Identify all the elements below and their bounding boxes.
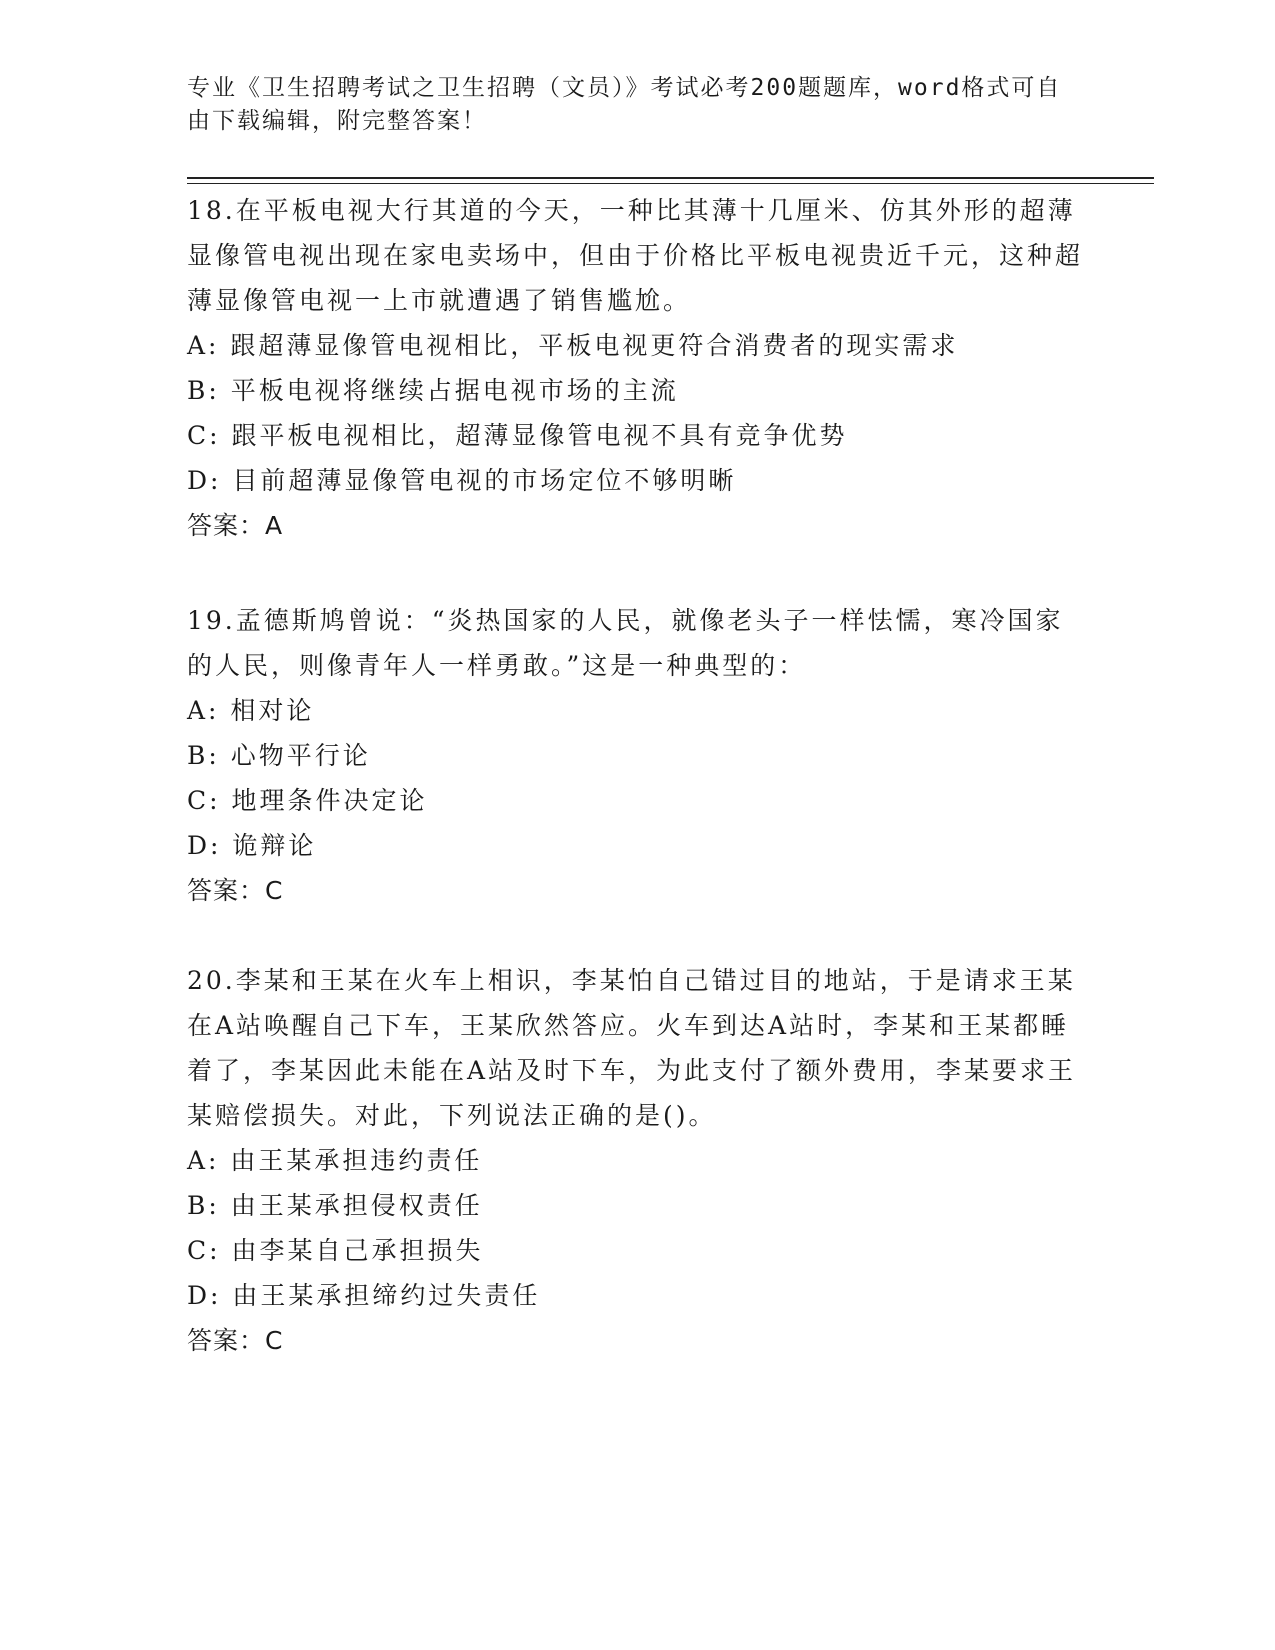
header-divider-thick <box>187 177 1154 179</box>
option-b: B: 心物平行论 <box>187 741 371 770</box>
option-d: D: 诡辩论 <box>187 831 317 860</box>
option-c: C: 地理条件决定论 <box>187 786 428 815</box>
header-divider-thin <box>187 183 1154 184</box>
option-a: A: 相对论 <box>187 696 315 725</box>
option-b: B: 平板电视将继续占据电视市场的主流 <box>187 376 679 405</box>
document-header: 专业《卫生招聘考试之卫生招聘（文员）》考试必考200题题库，word格式可自由下载编辑，附完整答案！ <box>187 75 1062 134</box>
option-a: A: 跟超薄显像管电视相比，平板电视更符合消费者的现实需求 <box>187 331 959 360</box>
question-stem: 20.李某和王某在火车上相识，李某怕自己错过目的地站，于是请求王某在A站唤醒自己下车，王某欣然答应。火车到达A站时，李某和王某都睡着了，李某因此未能在A站及时下车，为此支付了额外费用，李某要求王某赔偿损失。对此，下列说法正确的是()。 <box>187 966 1077 1130</box>
question-19 <box>187 598 1087 913</box>
question-18 <box>187 188 1087 548</box>
question-stem: 18.在平板电视大行其道的今天，一种比其薄十几厘米、仿其外形的超薄显像管电视出现在家电卖场中，但由于价格比平板电视贵近千元，这种超薄显像管电视一上市就遭遇了销售尴尬。 <box>187 196 1084 315</box>
option-a: A: 由王某承担违约责任 <box>187 1146 483 1175</box>
answer: 答案：C <box>187 876 284 905</box>
question-stem: 19.孟德斯鸠曾说：“炎热国家的人民，就像老头子一样怯懦，寒冷国家的人民，则像青年人一样勇敢。”这是一种典型的： <box>187 606 1064 680</box>
question-20 <box>187 958 1087 1363</box>
answer: 答案：A <box>187 511 284 540</box>
option-d: D: 由王某承担缔约过失责任 <box>187 1281 541 1310</box>
option-c: C: 跟平板电视相比，超薄显像管电视不具有竞争优势 <box>187 421 848 450</box>
option-b: B: 由王某承担侵权责任 <box>187 1191 483 1220</box>
answer: 答案：C <box>187 1326 284 1355</box>
option-d: D: 目前超薄显像管电视的市场定位不够明晰 <box>187 466 737 495</box>
option-c: C: 由李某自己承担损失 <box>187 1236 484 1265</box>
